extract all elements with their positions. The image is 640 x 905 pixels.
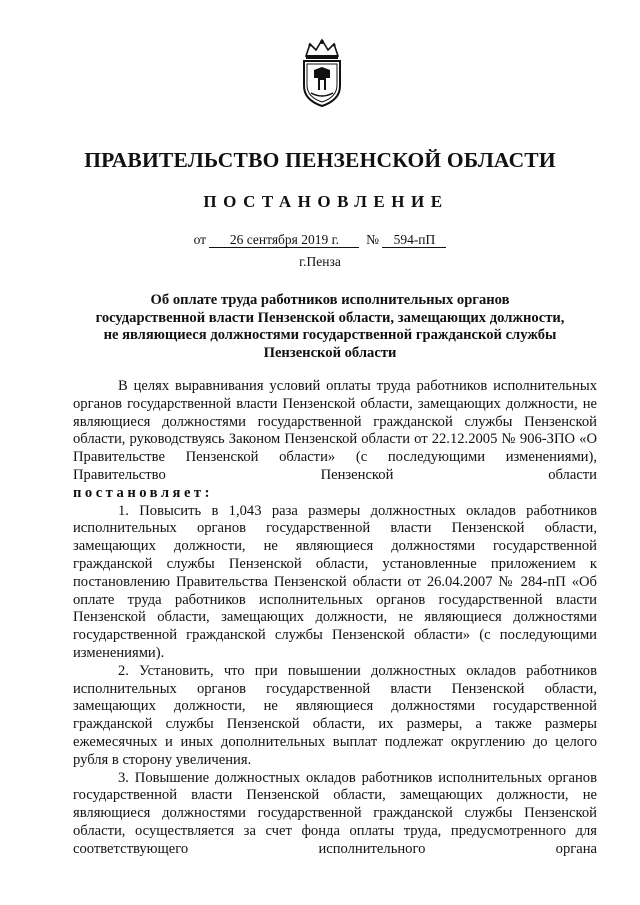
preamble-paragraph: В целях выравнивания условий оплаты труда работников исполнительных органов государственной власти Пензенской области, замещающих должности, не являющиеся должностями государственной гражданской службы Пензенской области, руководствуясь Законом Пензенской области от 22.12.2005 № 906-ЗПО «О Правительстве Пензенской области» (с последующими изменениями), Правительство Пензенской области <box>73 378 597 483</box>
document-type: ПОСТАНОВЛЕНИЕ <box>203 192 449 211</box>
resolves-word: постановляет: <box>73 484 213 501</box>
number-prefix: № <box>366 232 380 247</box>
document-body <box>73 378 597 859</box>
city: г.Пенза <box>299 254 341 269</box>
date-prefix: от <box>193 232 207 247</box>
government-name: ПРАВИТЕЛЬСТВО ПЕНЗЕНСКОЙ ОБЛАСТИ <box>84 148 556 172</box>
date-number-line <box>0 232 640 248</box>
item-1-paragraph: 1. Повысить в 1,043 раза размеры должностных окладов работников исполнительных органов государственной власти Пензенской области, замещающих должности, не являющиеся должностями государственной гражданской службы Пензенской области, установленные приложением к постановлению Правительства Пензенской области от 26.04.2007 № 284-пП «Об оплате труда работников исполнительных органов государственной власти Пензенской области, замещающих должности, не являющиеся должностями государственной гражданской службы Пензенской области» (с последующими изменениями). <box>73 502 597 661</box>
item-3-paragraph: 3. Повышение должностных окладов работников исполнительных органов государственной власти Пензенской области, замещающих должности, не являющиеся должностями государственной гражданской службы Пензенской области, осуществляется за счет фонда оплаты труда, предусмотренного для соответствующего исполнительного органа <box>73 769 597 857</box>
document-date: 26 сентября 2019 г. <box>209 232 359 248</box>
title-line: Об оплате труда работников исполнительных органов <box>150 292 510 308</box>
item-2-paragraph: 2. Установить, что при повышении должностных окладов работников исполнительных органов государственной власти Пензенской области, замещающих должности, не являющиеся должностями государственной гражданской службы Пензенской области, их размеры, а также размеры ежемесячных и иных дополнительных выплат подлежат округлению до целого рубля в сторону увеличения. <box>73 662 597 768</box>
penza-coat-of-arms-icon <box>296 38 348 108</box>
document-number: 594-пП <box>382 232 446 248</box>
title-line: государственной власти Пензенской области, замещающих должности, <box>95 309 565 326</box>
title-line: Пензенской области <box>263 344 397 361</box>
title-line: не являющиеся должностями государственной гражданской службы <box>103 327 557 343</box>
document-title <box>60 292 600 362</box>
